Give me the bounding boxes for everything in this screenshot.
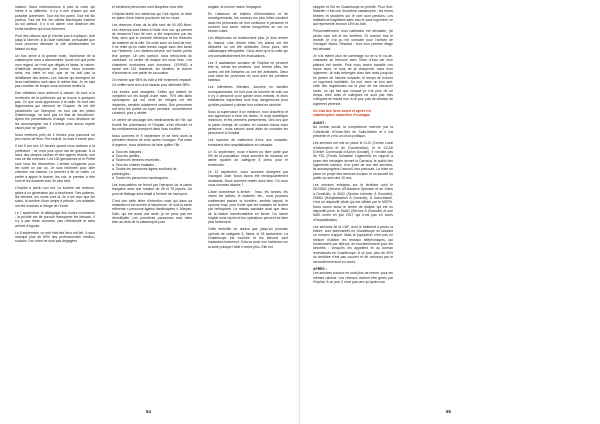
subheading: AVANT : [313,120,327,125]
bullet-icon: ● [112,154,115,159]
paragraph: En l’absence de bulletin d’informations et de renseignements, les rumeurs les plus folles circulent dans les personnes ne font confiance à personne et souvent tout seule, même lorsqu’elles en ont un besoin criant. [208,12,288,34]
bullet-icon: ● [112,162,115,167]
bullet-icon: ● [112,158,115,163]
paragraph: Les réserves d’eau de la ville sont de 40 000 litres. Les réserves sont faites à l’aide d’un car, qui permet de desservir l’eau de mer, a été empruntée par les flots, ainsi que le centrale électrique et les réserves de matériel de la ville. De cette zone un bord de mer, il ne reste qu’un vaste terrain vague avec des fonds sur l’intérieur. Les stations-service ont toutes perdu leur pompe. Un peu partout, nous retrouvons du carburant. Le centre de dialyse est sous l’eau. Les chambres mortuaires sont inondées. L’EHPAD a sauvé ses 161 résidents, les familles, la cloture d’enceinte et une partie de sa cuisine. [112,23,192,76]
paragraph: stoppée et l’île en Guadeloupe en priorité. Pour Sint-Maarten, c’est une deuxième catastrophe ; les terres brisées et stockées sur le port sont perdues. Les habitations fragilisées sans eau et sans logement, ce qui représente environ 15% du bâti. [313,5,393,27]
bullet-text: Toutes les personnes âgées souffrant de pathologies ; [112,167,177,176]
bullet-icon: ● [112,167,115,172]
bullet-text: Tous les dialysés ; [115,149,144,154]
paragraph: Le 8 septembre, un bref état des lieux est fait. Il nous manque plus de 60% des professionnels médico-sociaux. Les voies ne sont pas dégagées [15,230,95,244]
text-column [112,5,192,405]
right-page [300,0,600,424]
subheading: APRÈS : [313,266,327,271]
paragraph: L’hôpital abrite les médecins qui l’ont rejoint, la mise en place d’une bâche provisoire est en cours. [112,12,192,21]
paragraph: Les services ont mis en place le CLIC (Centre Local d’Information et de Coordination), et le CCAS (Centre Communal d’Action Sociale), il n’existe pas de FSL (Fonds Solidarité Logement) en rapport à poser des ménages devant la Carnava, le public des logements sociaux, d’un point de vue des services, ils accompagnent l’accueil, leur parcours. La mise en place un projet des services sociaux et un accueil du public au sein des 10 ans. [313,141,393,180]
left-page [0,0,299,424]
paragraph: Nous mettrons près de 4 heures pour parcourir un peu moins de 5km. Par endroit, la route n’existe plus. [15,133,95,142]
text-column [409,5,489,405]
bullet-text: Tous les enfants malades ; [115,162,156,167]
paragraph: Le centre de stockage des médicaments de l’île, qui fournit les pharmacies et l’hôpital, s’est effondré et les médicaments trempent dans l’eau souillée. [112,118,192,132]
paragraph: anglais, et encore moins l’espagnol. [208,5,262,9]
paragraph: Les ruptures de traitement d’eux aux malades, entraînent des hospitalisations en cascade. [208,138,288,147]
paragraph: Les services sociaux ne sont plus de même, pour les mêmes raisons. Les réseaux doivent être gérés par l’hôpital. À ce jour, il n’est pas rare qu’après une [313,271,393,285]
bullet-item [112,167,192,176]
paragraph: Sous la supervision d’un médecin, mon chauffeur et moi apprenons à faire les dextro, le suivi diabétique minimum, et les premiers pansements. Des lors que la place change de couleur en courses bancs nous pensions ; nous savons aussi aider de conduire les personnes à l’hôpital. [208,109,288,136]
paragraph: Au niveau social, la compétence exercée par la Collectivité d’Outre-Mer de Saint-Martin et il est présente et c’est un choix politique. [313,125,393,139]
paragraph: Le 7 septembre, le déblayage des routes commence ; la priorité est de pouvoir transporter les blessés. Il n’y a pas d’eau courante, pas d’électricité et sans arrivée d’égouts. [15,210,95,228]
text-column [505,5,585,405]
paragraph: Nous sommes le 9 septembre et se tient alors la première réunion de crise après l’ouragan. Par ordre d’urgence, nous décidons de faire quitter l’île : [112,134,192,147]
text-column [208,5,288,405]
paragraph: Je n’ai même plus de carnetage ou ne si le roi-de-chaussée se retrouve avec 90cm d’eau car mon plafond est tombé. Puis nous avons travaillé nos repos alors, le bois de la charpente, sans mon logement. Je suis hébergée chez des amis jusqu’au fin janvier de l’année suivante, le temps de trouver un logement habitable. Au moi, avec un bon ami, celle des inquiétudes sur la peur de me retrouver seule, ce qui fait que lorsque je n’ai plus de ce temps, mes amis et collègues ne sont pas mes collègues de travail non, à ce jour, pas de solution de logement pérenne. [313,53,393,106]
paragraph: Des militaires nous aideront à passer. Ils sont à la recherche de la préfecture qui se trouve à quelques pas. Ce que nous apprenons à la radio. Ils sont des légionnaires qui viennent de Guyane. Ils ont été parachutés sur l’aéroport, en tout cas les pistes d’atterrissage, ne sont pas en état de fonctionner. Après les présentations d’usage, nous décidons de les accompagner car il n’existe plus aucun repère visuel pour se guider. [15,91,95,130]
paragraph: et certaines personnes sont bloquées chez elle. [112,5,184,9]
bullet-icon: ● [112,149,115,154]
page-number: 64 [146,409,151,414]
bullet-text: Tous les greffés ; [115,154,142,159]
text-column [15,5,95,405]
bullet-list [112,150,192,180]
paragraph: Les écoles sont ravagées. Celles qui restent se comptent sur les doigts d’une main. 70% des abris cycloniques qui ont servi de refuges ont été impactés, certains totalement rasés. Des personnes ont tenu les portes du foyer pendant, nouvellement construit, pour y abriter. [112,89,192,116]
paragraph: L’hôpital a perdu son toit. La lumière est revenue, grâce à un générateur qui a fonctionné. Des patients, les blessés, les morts sont là, ils n’ont reçu que les soins, la lumière d’une lampe à pétrole. Les malades ont été évacués à l’étage de l’école. [15,186,95,208]
paragraph: Pour des raisons que je n’arrive pas à expliquer, j’irai jusqu’à l’arrivée, à la route nationale, persuadée que nous pourrons atteindre la cité administrative en faisant du stop. [15,33,95,51]
paragraph: Personnellement, mon habitation est dévastée, j’ai perdu mon toit et les fenêtres. Et comme tout le monde, je n’ai pu me consoler pour l’arrivée de l’ouragan Maria. Résultat : tout mon premier étage est dévasté. [313,29,393,51]
paragraph: C’est une belle lettre d’intention mais qui dans sa réalisation s’est avérée si laborieuse. Je suis la seule référente « personne âgées/ handicapées ». Maryse, Dale, qui est aussi une amie, je ne peux pas me démultiplier. Les premières personnes sont nées bien au-delà de la catastrophe pour [112,198,192,225]
page-number: 65 [446,409,451,414]
paragraph: Cette embellie ne durera que jusqu’au prochain cyclone de catégorie 5, Maria, le 18 septembre. La Guadeloupe est touchée et les liaisons sont impactées fortement. Cela va avoir une incidence sur la suite puisque l’aide n’arrive plus. Elle est [208,227,288,249]
section-heading: Un état des lieux avant et après les catastrophes naturelles d’ouragan [313,108,372,118]
paragraph: Les évacuations se feront par l’aéroport de la partie française avec une rotation de 48 et 78 places. Un pont de Ballage sera établi à l’entrée de l’aéroport. [112,182,192,196]
paragraph: Les téléphones ne fonctionnent plus, je dois rentrer la, marina. Une d’entre elles, les autres ont été blessées ou ont été antisistés. Deux jours, des caillassages effroyables. Ceux ainsi qu’à la suite qui ont considérablement les évacuations. [208,36,288,58]
paragraph: On estime que 95% du bâti a été fortement impacté. Ce chiffre sera revu à la hausse pour atteindre 98%. [112,78,192,87]
paragraph: Le 11 septembre, nous n’avons pu faire partir que 5% de la population. Nous sommes de nouveau en alerte cyclone de catégorie 5 prévu pour le lendemain. [208,149,288,167]
bullet-item [112,176,192,180]
paragraph: Les services existants sur le territoire sont le SESSAD (Service d’Éducation Spéciale et de Soins à Domicile), le SIAD (Service Infirmier À Domicile), l’IMAD (Hospitalisation À Domicile), À Saint-Martin, c’est un dispositif piloté qui est officiel par le MDPH. Nous avons aussi le centre de dialyse qui est un dispositif privé, le SAAD (Service À Domicile) et une MAS créée en juin 2017 qui n’est pas en cours d’hospitalisation. [313,182,393,222]
paragraph: Il est 6 pm lors 19 heures quand nous arrivons à la préfecture ; ce n’est plus qu’un tas de gravats. À la lueur des lampes torches et des agents ébahis, une voix se fait entendre. Les 130 gendarmes et le Préfet sont sous les décombres. L’armée s’organise pour les sortir un par un. Je suis informée pour aller chercher ma maman. Le premier à 5h ce matin. Le préfet a appris le drame, les cris, le premier à être sorti et les suivants sont 3h plus tard. [15,144,95,184]
paragraph: maison. Nous redescendons à pied la route qui mène à la raffinerie. Il n’y a rien d’autre qui soit possible autrement. Tout est fini pareil. Tout est fini partout. Tout est fini, les câbles électriques trainent au sol partout. Il y a un calme, une absence des bruits familiers qui nous étonnent. [15,5,95,31]
paragraph: Le 12 septembre, nous sommes épargnés par l’ouragan José. Nous avons été remarquablement résistants. Nous sommes restés alors bien. Où vous nous sommes laissés ? [208,169,288,187]
bullet-icon: ● [112,175,115,180]
text-column [313,5,393,405]
paragraph: Un bus arrive à la grande route, l’ambiance de la catastrophe nous a assommées. Aussi loin que porte mon regard, ce n’est que dégâts et fatras, la nature, d’habitude verdoyante, est morne. Nous sommes ravis, ma mère et moi, que ce ne soit pas la défaillance des autres. Les voisins qui émergent de leurs habitations sont dans le même état. Je ne sais pas combien de temps nous sommes restés là. [15,53,95,89]
bullet-text: Toutes les femmes enceintes ; [115,158,162,163]
paragraph: Les 3 assistantes sociales de l’hôpital ne peuvent être là, même les secteurs. Une d’entre elles, les autres ont été blessées ou ont été antisistés. Deux sont dans les provinces du nord avec les premiers bateaux. [208,60,288,83]
paragraph: L’aide commence à arriver : l’eau, les tonnes, les vivres les laches, le matériel, etc., nous pouvons maintenant passer, la frontière, semble depuis, le cyclone Irma, pour éviter que les malades se croient par hélicoptère. Le réseau sanitaire ainsi que ceux de la liaison transfrontalière en forme. Un navire hôpital nous rejoint et les opérations peuvent se faire plus facilement. [208,189,288,225]
paragraph: Les services de la CAF, dont le bâtiment à perdu la toiture, sont administrés en Guadeloupe en laissant un numéro d’appel. Mais la population n’est pas en mesure d’utiliser les réseaux téléphoniques, qui fonctionnent par ailleurs, en fonctionnement pour les sinistrés ; lorsqu’ils les appellent et au bureau restructurés en Guadeloupe. À ce jour, plus de 40% du territoire n’est pas couvert et de nouveau par le raccordement sont en cours. [313,224,393,264]
bullet-text: Toutes les personnes handicapées. [115,175,169,180]
paragraph: Les infirmières libérales, souvent en familles monoparentales, ne font plus de tournée de soin car il n’y a personne pour garder leurs enfants, et leurs habitations inspectées sont trop dangereuses pour qu’elles puissent y laisser leur enfant en sécurité. [208,85,288,107]
